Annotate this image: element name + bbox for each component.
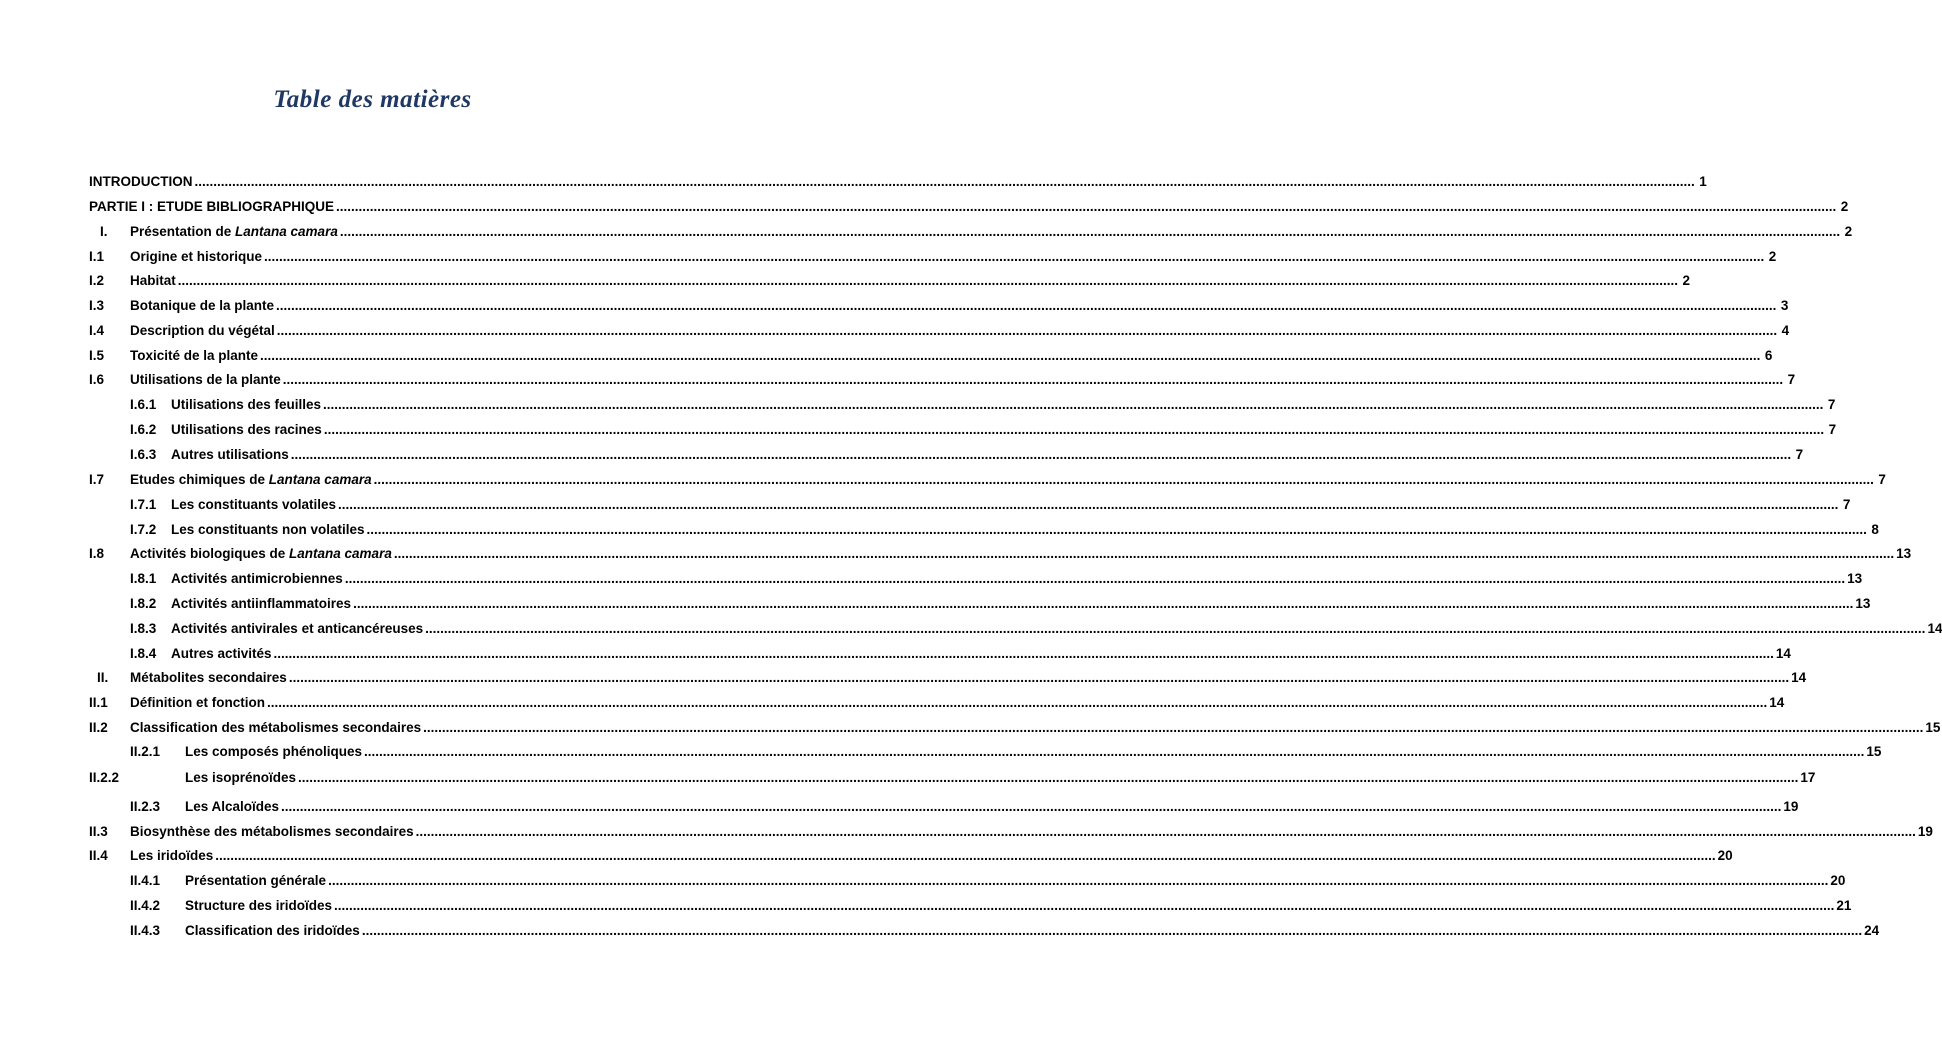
- toc-entry-label: [130, 369, 281, 391]
- toc-entry-label: [171, 618, 423, 640]
- dot-leader: ................................................................................................................................................................................................................................................................................................................................................................................................................: [338, 497, 1839, 512]
- toc-entry-number: I.7.1: [130, 497, 157, 512]
- toc-entry-page-number: 14: [1927, 621, 1942, 636]
- toc-entry-label-italic: Lantana camara: [235, 224, 338, 239]
- toc-entry-page-number: 2: [1840, 199, 1849, 214]
- toc-entry-label: [185, 920, 360, 942]
- toc-entry-number: I.8: [89, 546, 105, 561]
- toc-entry-page-number: 1: [1699, 174, 1707, 189]
- toc-entry-label: [171, 593, 351, 615]
- toc-entry-number: II.: [97, 670, 109, 685]
- toc-entry-number: II.3: [89, 824, 108, 839]
- toc-entry-label: [171, 568, 343, 590]
- toc-entry-label-italic: Lantana camara: [289, 546, 392, 561]
- toc-entry-page-number: 6: [1764, 348, 1773, 363]
- dot-leader: ................................................................................................................................................................................................................................................................................................................................................................................................................: [266, 695, 1768, 710]
- dot-leader: ................................................................................................................................................................................................................................................................................................................................................................................................................: [323, 397, 1824, 412]
- toc-entry-label-text: Activités antiinflammatoires: [171, 596, 352, 611]
- toc-entry-label-text: Classification des iridoïdes: [185, 923, 360, 938]
- toc-entry[interactable]: [89, 469, 1886, 491]
- toc-entry-page-number: 19: [1917, 824, 1933, 839]
- toc-entry-number: I.6.2: [130, 422, 157, 437]
- toc-entry[interactable]: [89, 171, 1707, 193]
- toc-entry[interactable]: [89, 494, 1851, 516]
- toc-entry[interactable]: [89, 196, 1849, 218]
- toc-entry-label: [171, 643, 272, 665]
- dot-leader: ................................................................................................................................................................................................................................................................................................................................................................................................................: [373, 472, 1874, 487]
- toc-entry-label-text: Les Alcaloïdes: [185, 799, 280, 814]
- toc-entry-label: [130, 469, 372, 491]
- toc-entry[interactable]: [89, 270, 1691, 292]
- toc-entry-label: [130, 295, 274, 317]
- toc-entry-label-text: Présentation générale: [185, 873, 327, 888]
- toc-entry-label-text: Les composés phénoliques: [185, 744, 363, 759]
- toc-entry-page-number: 7: [1795, 447, 1804, 462]
- toc-entry-label: [171, 444, 289, 466]
- toc-entry-label-text: Activités biologiques de: [130, 546, 290, 561]
- toc-entry-number: I.7: [89, 472, 105, 487]
- toc-entry-label: [130, 246, 262, 268]
- dot-leader: ................................................................................................................................................................................................................................................................................................................................................................................................................: [177, 273, 1679, 288]
- toc-entry-label: [130, 221, 338, 243]
- toc-entry[interactable]: [89, 519, 1879, 541]
- toc-entry-label: [89, 196, 334, 218]
- toc-entry-label-text: Métabolites secondaires: [130, 670, 287, 685]
- toc-entry-page-number: 2: [1768, 249, 1777, 264]
- toc-entry-page-number: 3: [1780, 298, 1789, 313]
- toc-entry-page-number: 7: [1787, 372, 1796, 387]
- toc-entry-page-number: 20: [1717, 848, 1733, 863]
- dot-leader: ................................................................................................................................................................................................................................................................................................................................................................................................................: [264, 249, 1765, 264]
- toc-entry-label-text: Toxicité de la plante: [130, 348, 259, 363]
- toc-entry-page-number: 2: [1682, 273, 1691, 288]
- toc-entry[interactable]: [89, 568, 1863, 590]
- dot-leader: ................................................................................................................................................................................................................................................................................................................................................................................................................: [334, 898, 1835, 913]
- toc-entry-page-number: 7: [1842, 497, 1851, 512]
- toc-entry-page-number: 7: [1878, 472, 1886, 487]
- toc-entry[interactable]: [89, 821, 1933, 843]
- toc-entry-label: [130, 667, 287, 689]
- toc-entry-label: [171, 419, 322, 441]
- toc-entry-label-text: Autres activités: [171, 646, 272, 661]
- toc-entry-number: II.2.3: [130, 799, 161, 814]
- toc-entry-label-text: Autres utilisations: [171, 447, 289, 462]
- toc-entry-label-text: Les isoprénoïdes: [185, 770, 297, 785]
- toc-entry-label: [130, 717, 421, 739]
- toc-entry-number: I.3: [89, 298, 105, 313]
- toc-entry-page-number: 8: [1871, 522, 1879, 537]
- toc-entry-label: [130, 845, 213, 867]
- toc-entry-label-text: Botanique de la plante: [130, 298, 275, 313]
- toc-entry-label-text: Classification des métabolismes secondaires: [130, 720, 422, 735]
- toc-entry-number: II.2.2: [89, 770, 120, 785]
- toc-entry-label: [185, 796, 279, 818]
- toc-entry-page-number: 13: [1896, 546, 1912, 561]
- toc-entry[interactable]: [89, 667, 1807, 689]
- toc-entry-label-text: Les constituants non volatiles: [171, 522, 365, 537]
- toc-entry-label: [130, 320, 275, 342]
- dot-leader: ................................................................................................................................................................................................................................................................................................................................................................................................................: [339, 224, 1841, 239]
- toc-entry-number: I.4: [89, 323, 105, 338]
- toc-entry-label-text: Structure des iridoïdes: [185, 898, 333, 913]
- toc-entry-page-number: 7: [1828, 422, 1837, 437]
- toc-entry-page-number: 24: [1864, 923, 1880, 938]
- toc-entry-page-number: 4: [1781, 323, 1790, 338]
- toc-entry-number: I.8.4: [130, 646, 157, 661]
- toc-entry[interactable]: [89, 717, 1941, 739]
- dot-leader: ................................................................................................................................................................................................................................................................................................................................................................................................................: [393, 546, 1895, 561]
- dot-leader: ................................................................................................................................................................................................................................................................................................................................................................................................................: [323, 422, 1825, 437]
- toc-entry[interactable]: [89, 692, 1785, 714]
- dot-leader: ................................................................................................................................................................................................................................................................................................................................................................................................................: [276, 323, 1778, 338]
- toc-entry-label: [130, 345, 258, 367]
- toc-entry-number: I.2: [89, 273, 105, 288]
- toc-entry[interactable]: [89, 767, 1816, 789]
- dot-leader: ................................................................................................................................................................................................................................................................................................................................................................................................................: [281, 799, 1782, 814]
- toc-entry-number: II.2.1: [130, 744, 161, 759]
- toc-entry-page-number: 17: [1800, 770, 1816, 785]
- toc-entry-label-text: Origine et historique: [130, 249, 263, 264]
- toc-entry-page-number: 19: [1783, 799, 1799, 814]
- toc-entry-label-text: Les constituants volatiles: [171, 497, 337, 512]
- dot-leader: ................................................................................................................................................................................................................................................................................................................................................................................................................: [273, 646, 1774, 661]
- toc-entry-number: I.1: [89, 249, 105, 264]
- toc-entry-label: [185, 895, 332, 917]
- toc-entry-label: [130, 543, 392, 565]
- toc-entry-label-text: Utilisations des racines: [171, 422, 322, 437]
- toc-entry-page-number: 13: [1855, 596, 1871, 611]
- toc-entry-label: [185, 870, 326, 892]
- toc-entry[interactable]: [89, 593, 1871, 615]
- toc-entry-label-text: Etudes chimiques de: [130, 472, 269, 487]
- toc-entry-label: [89, 171, 193, 193]
- toc-entry[interactable]: [89, 618, 1942, 640]
- toc-entry[interactable]: [89, 643, 1791, 665]
- toc-entry[interactable]: [89, 246, 1777, 268]
- toc-entry-number: II.4.3: [130, 923, 161, 938]
- toc-entry-label-text: Description du végétal: [130, 323, 275, 338]
- toc-entry[interactable]: [89, 345, 1773, 367]
- dot-leader: ................................................................................................................................................................................................................................................................................................................................................................................................................: [282, 372, 1784, 387]
- toc-entry-label-italic: Lantana camara: [268, 472, 372, 487]
- dot-leader: ................................................................................................................................................................................................................................................................................................................................................................................................................: [328, 873, 1829, 888]
- toc-entry[interactable]: [89, 394, 1836, 416]
- toc-entry-label-text: PARTIE I : ETUDE BIBLIOGRAPHIQUE: [89, 199, 335, 214]
- toc-entry-number: I.8.2: [130, 596, 157, 611]
- toc-entry[interactable]: [89, 895, 1852, 917]
- toc-entry-label-text: Activités antivirales et anticancéreuses: [171, 621, 424, 636]
- dot-leader: ................................................................................................................................................................................................................................................................................................................................................................................................................: [415, 824, 1916, 839]
- toc-entry-page-number: 21: [1836, 898, 1852, 913]
- toc-entry-number: II.2: [89, 720, 108, 735]
- dot-leader: ................................................................................................................................................................................................................................................................................................................................................................................................................: [423, 720, 1924, 735]
- toc-entry-page-number: 13: [1847, 571, 1863, 586]
- toc-entry-label: [171, 494, 336, 516]
- toc-entry-page-number: 2: [1844, 224, 1853, 239]
- toc-entry-label-text: Définition et fonction: [130, 695, 265, 710]
- toc-entry[interactable]: [89, 870, 1846, 892]
- toc-entry-number: I.6.1: [130, 397, 157, 412]
- toc-entry[interactable]: [89, 796, 1799, 818]
- toc-entry-label-text: Présentation de: [130, 224, 236, 239]
- toc-entry-label-text: Habitat: [130, 273, 176, 288]
- toc-entry-label-text: Utilisations des feuilles: [171, 397, 322, 412]
- dot-leader: ................................................................................................................................................................................................................................................................................................................................................................................................................: [194, 174, 1695, 189]
- toc-entry-page-number: 15: [1866, 744, 1882, 759]
- dot-leader: ................................................................................................................................................................................................................................................................................................................................................................................................................: [364, 744, 1865, 759]
- dot-leader: ................................................................................................................................................................................................................................................................................................................................................................................................................: [344, 571, 1846, 586]
- toc-entry-label: [171, 519, 365, 541]
- toc-entry-label-text: Les iridoïdes: [130, 848, 214, 863]
- toc-entry-number: I.8.1: [130, 571, 157, 586]
- toc-entry[interactable]: [89, 845, 1733, 867]
- toc-entry-label-text: Utilisations de la plante: [130, 372, 281, 387]
- dot-leader: ................................................................................................................................................................................................................................................................................................................................................................................................................: [336, 199, 1837, 214]
- toc-entry-label-text: Activités antimicrobiennes: [171, 571, 343, 586]
- toc-entry-number: I.6.3: [130, 447, 157, 462]
- toc-entry-number: I.6: [89, 372, 105, 387]
- toc-entry[interactable]: [89, 369, 1796, 391]
- toc-entry-number: II.4.2: [130, 898, 161, 913]
- dot-leader: ................................................................................................................................................................................................................................................................................................................................................................................................................: [260, 348, 1761, 363]
- toc-entry[interactable]: [89, 444, 1804, 466]
- toc-entry-page-number: 14: [1775, 646, 1791, 661]
- toc-entry-page-number: 14: [1769, 695, 1785, 710]
- toc-entry[interactable]: [89, 741, 1882, 763]
- toc-entry-number: II.1: [89, 695, 108, 710]
- toc-entry[interactable]: [89, 419, 1837, 441]
- dot-leader: ................................................................................................................................................................................................................................................................................................................................................................................................................: [288, 670, 1790, 685]
- toc-entry-number: II.4: [89, 848, 108, 863]
- dot-leader: ................................................................................................................................................................................................................................................................................................................................................................................................................: [290, 447, 1792, 462]
- dot-leader: ................................................................................................................................................................................................................................................................................................................................................................................................................: [276, 298, 1777, 313]
- toc-entry-label: [130, 821, 414, 843]
- dot-leader: ................................................................................................................................................................................................................................................................................................................................................................................................................: [353, 596, 1854, 611]
- toc-entry-label: [171, 394, 321, 416]
- toc-entry-label-text: Biosynthèse des métabolismes secondaires: [130, 824, 414, 839]
- toc-entry[interactable]: [89, 221, 1853, 243]
- toc-entry-number: I.7.2: [130, 522, 157, 537]
- dot-leader: ................................................................................................................................................................................................................................................................................................................................................................................................................: [361, 923, 1863, 938]
- toc-entry-page-number: 20: [1830, 873, 1846, 888]
- toc-entry-page-number: 15: [1925, 720, 1941, 735]
- toc-entry-label: [130, 270, 176, 292]
- toc-entry-number: II.4.1: [130, 873, 161, 888]
- toc-entry[interactable]: [89, 920, 1880, 942]
- toc-entry[interactable]: [89, 543, 1912, 565]
- dot-leader: ................................................................................................................................................................................................................................................................................................................................................................................................................: [425, 621, 1926, 636]
- dot-leader: ................................................................................................................................................................................................................................................................................................................................................................................................................: [298, 770, 1799, 785]
- page-title: Table des matières: [273, 86, 472, 113]
- toc-entry-number: I.: [100, 224, 108, 239]
- dot-leader: ................................................................................................................................................................................................................................................................................................................................................................................................................: [366, 522, 1867, 537]
- toc-entry[interactable]: [89, 320, 1790, 342]
- toc-entry-label: [185, 767, 296, 789]
- toc-entry-number: I.5: [89, 348, 105, 363]
- dot-leader: ................................................................................................................................................................................................................................................................................................................................................................................................................: [215, 848, 1716, 863]
- toc-entry-label: [185, 741, 362, 763]
- toc-entry-number: I.8.3: [130, 621, 157, 636]
- toc-entry[interactable]: [89, 295, 1789, 317]
- toc-entry-label-text: INTRODUCTION: [89, 174, 193, 189]
- toc-entry-label: [130, 692, 265, 714]
- toc-entry-page-number: 7: [1827, 397, 1836, 412]
- toc-entry-page-number: 14: [1791, 670, 1807, 685]
